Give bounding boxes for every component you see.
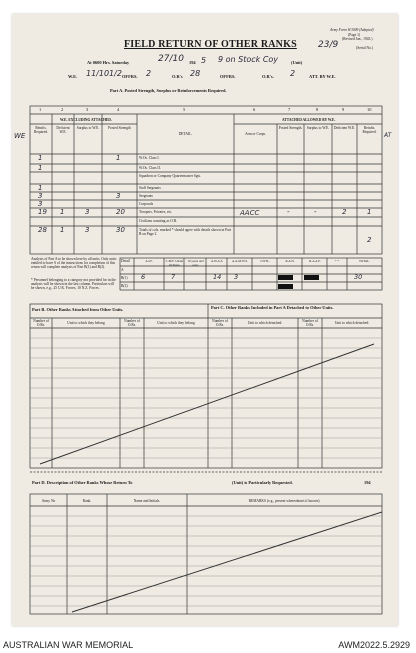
part-d-year: 194 bbox=[364, 480, 371, 485]
footer-accession: AWM2022.5.2929 bbox=[338, 640, 410, 650]
handwritten-count: 1 bbox=[60, 226, 65, 234]
analysis-column-head: * * bbox=[335, 259, 339, 263]
handwritten-count: 1 bbox=[116, 154, 121, 162]
col-head-reinfts: Reinfts. Required. bbox=[33, 126, 49, 134]
handwritten-attached: - bbox=[314, 208, 317, 216]
offrs2-label: OFFRS. bbox=[220, 74, 236, 79]
detail-label: Troopers, Privates, etc. bbox=[139, 210, 173, 214]
col-head-reinfts-att: Reinfts. Required. bbox=[362, 126, 377, 134]
part-b-col-num-1: Number of O.Rs. bbox=[33, 319, 49, 327]
column-number: 10 bbox=[367, 107, 372, 112]
form-rulings bbox=[12, 14, 398, 626]
analysis-value: 30 bbox=[354, 273, 363, 281]
handwritten-attached-total: 2 bbox=[367, 236, 372, 244]
col-head-arm: Arm or Corps. bbox=[245, 132, 266, 136]
handwritten-attached: - bbox=[287, 208, 290, 216]
detail-label: Sergeants bbox=[139, 194, 153, 198]
analysis-row-label: Detail bbox=[121, 259, 130, 263]
detail-label: Corporals bbox=[139, 202, 154, 206]
analysis-column-head: A.I.F. bbox=[145, 259, 153, 263]
analysis-row-label: B(2) bbox=[121, 284, 128, 288]
offrs-handwritten: 2 bbox=[146, 69, 152, 78]
handwritten-count: 3 bbox=[85, 226, 90, 234]
part-c-col-unit-1: Unit to which detached. bbox=[247, 321, 283, 325]
we-handwritten: 11/101/2 bbox=[86, 69, 122, 78]
part-d-col-remarks: REMARKS (e.g., present whereabouts if known). bbox=[248, 499, 321, 503]
handwritten-attached: 2 bbox=[342, 208, 347, 216]
handwritten-count: 19 bbox=[38, 208, 47, 216]
col-head-detail: DETAIL. bbox=[178, 132, 193, 136]
handwritten-count: 3 bbox=[116, 192, 121, 200]
handwritten-count: 30 bbox=[116, 226, 125, 234]
part-a-title: Part A. Posted Strength, Surplus or Reinforcements Required. bbox=[110, 88, 227, 93]
margin-att: AT bbox=[384, 132, 392, 139]
ran-blackout bbox=[278, 275, 293, 280]
detail-label: Totals of cols. marked * should agree with details shown in Part B on Page 2 bbox=[139, 228, 231, 236]
handwritten-count: 20 bbox=[116, 208, 125, 216]
column-number: 6 bbox=[253, 107, 256, 112]
ors-label: O.R's bbox=[172, 74, 183, 79]
col-head-surplus-att: Surplus to W.E. bbox=[306, 126, 330, 130]
part-d-title-b: (Unit) is Particularly Requested. bbox=[232, 480, 293, 485]
unit-label: (Unit) bbox=[291, 60, 303, 65]
analysis-column-head: A.W.A.S. bbox=[210, 259, 224, 263]
part-b-col-num-2: Number of O.Rs. bbox=[124, 319, 140, 327]
form-title: FIELD RETURN OF OTHER RANKS bbox=[124, 39, 297, 50]
column-number: 7 bbox=[288, 107, 291, 112]
col-head-posted: Posted Strength bbox=[108, 126, 131, 130]
analysis-column-head: C.M.F. Under 19 Years. bbox=[165, 259, 184, 267]
footer-credit: AUSTRALIAN WAR MEMORIAL bbox=[3, 640, 134, 650]
form-reference: Army Form W.3009 (Adapted) bbox=[330, 28, 374, 32]
handwritten-count: 28 bbox=[38, 226, 47, 234]
handwritten-attached: 1 bbox=[367, 208, 372, 216]
analysis-value: 3 bbox=[234, 273, 239, 281]
unit-handwritten: 9 on Stock Coy bbox=[218, 55, 279, 64]
ors-handwritten: 28 bbox=[190, 69, 201, 78]
page-number: (Page 1) bbox=[348, 33, 361, 37]
handwritten-count: 1 bbox=[60, 208, 65, 216]
detail-label: W.Os. Class I. bbox=[139, 156, 160, 160]
col-head-posted-att: Posted Strength. bbox=[278, 126, 303, 130]
analysis-row-label: A bbox=[121, 268, 124, 272]
part-c-col-num-2: Number of O.Rs. bbox=[302, 319, 318, 327]
column-number: 5 bbox=[183, 107, 186, 112]
col-head-surplus: Surplus to W.E. bbox=[76, 126, 100, 130]
analysis-value: 7 bbox=[171, 273, 176, 281]
analysis-column-head: TOTAL. bbox=[359, 259, 370, 263]
part-c-title: Part C. Other Ranks Included in Part A Detached to Other Units. bbox=[211, 305, 334, 310]
part-b-title: Part B. Other Ranks Attached from Other Units. bbox=[32, 307, 124, 312]
at-line: At 0600 Hrs. Saturday bbox=[87, 60, 130, 65]
column-number: 9 bbox=[342, 107, 345, 112]
offrs-label: OFFRS. bbox=[122, 74, 138, 79]
detail-label: Civilians counting as O.R. bbox=[139, 219, 178, 223]
col-head-deficient-att: Deficient W.E. bbox=[333, 126, 356, 130]
analysis-column-head: R.A.N. bbox=[285, 259, 295, 263]
part-b-col-unit-2: Unit to which they belong bbox=[157, 321, 195, 325]
handwritten-count: 1 bbox=[38, 154, 43, 162]
att-label: ATT. BY W.E. bbox=[309, 74, 336, 79]
form-sheet bbox=[12, 14, 398, 626]
year-label: 194 bbox=[189, 60, 196, 65]
date-handwritten: 27/10 bbox=[158, 54, 184, 64]
left-group-head: W.E. EXCLUDING ATTACHED. bbox=[60, 118, 112, 122]
column-number: 2 bbox=[61, 107, 64, 112]
column-number: 4 bbox=[117, 107, 120, 112]
revised-date: (Revised Jan., 1943.) bbox=[342, 37, 373, 41]
part-d-col-name: Name and Initials. bbox=[133, 499, 161, 503]
serial-handwritten: 23/9 bbox=[318, 40, 339, 50]
right-group-head: ATTACHED ALLOWED BY W.E. bbox=[282, 118, 336, 122]
margin-we: WE bbox=[14, 132, 26, 140]
part-d-col-rank: Rank. bbox=[82, 499, 92, 503]
raaf-blackout bbox=[304, 275, 319, 280]
analysis-row-label: B(1) bbox=[121, 276, 128, 280]
year-handwritten: 5 bbox=[201, 56, 207, 65]
ors2-label: O.R's. bbox=[262, 74, 274, 79]
handwritten-count: 3 bbox=[85, 208, 90, 216]
part-b-col-unit-1: Unit to which they belong bbox=[67, 321, 105, 325]
ors2-handwritten: 2 bbox=[290, 69, 296, 78]
analysis-value: 14 bbox=[213, 273, 222, 281]
column-number: 8 bbox=[316, 107, 319, 112]
detail-label: Staff Sergeants bbox=[139, 186, 161, 190]
arm-handwritten: AACC bbox=[240, 209, 260, 217]
cancel-stroke-d bbox=[72, 512, 382, 612]
column-number: 3 bbox=[86, 107, 89, 112]
handwritten-count: 1 bbox=[38, 164, 43, 172]
handwritten-count: 3 bbox=[38, 200, 43, 208]
analysis-column-head: A.A.M.W.S. bbox=[232, 259, 248, 263]
detail-label: W.Os. Class II. bbox=[139, 166, 161, 170]
part-d-col-army-no: Army No bbox=[41, 499, 56, 503]
analysis-column-head: CIVIL. bbox=[260, 259, 270, 263]
part-d-title-a: Part D. Description of Other Ranks Whose Return To bbox=[32, 480, 133, 485]
analysis-column-head: 19 years and over. bbox=[187, 259, 204, 267]
column-number: 1 bbox=[39, 107, 42, 112]
we-label: W.E. bbox=[68, 74, 78, 79]
analysis-column-head: R.A.A.F. bbox=[309, 259, 321, 263]
handwritten-count: 3 bbox=[38, 192, 43, 200]
part-c-col-unit-2: Unit to which detached. bbox=[334, 321, 370, 325]
detail-label: Squadron or Company Quartermaster Sgts. bbox=[139, 174, 201, 178]
col-head-deficient: Deficient W.E. bbox=[56, 126, 70, 134]
analysis-value: 6 bbox=[141, 273, 146, 281]
part-c-col-num-1: Number of O.Rs. bbox=[212, 319, 228, 327]
analysis-note-1: Analysis of Part A to be shown here by all units. Only units entitled to have S of the instructions for completion of this return will complete analysis of Part B(1) and B(2). bbox=[31, 257, 117, 269]
ran-blackout-2 bbox=[278, 284, 293, 289]
serial-label: (Serial No.) bbox=[356, 46, 373, 50]
cancel-stroke-bc bbox=[40, 344, 374, 464]
handwritten-count: 1 bbox=[38, 184, 43, 192]
analysis-note-2: * Personnel belonging to a category not provided for in the analysis will be shown in the last column. Particulars will be shown, e.g., 25 U.K. Forces, 10 N.Z. Forces. bbox=[31, 278, 116, 290]
